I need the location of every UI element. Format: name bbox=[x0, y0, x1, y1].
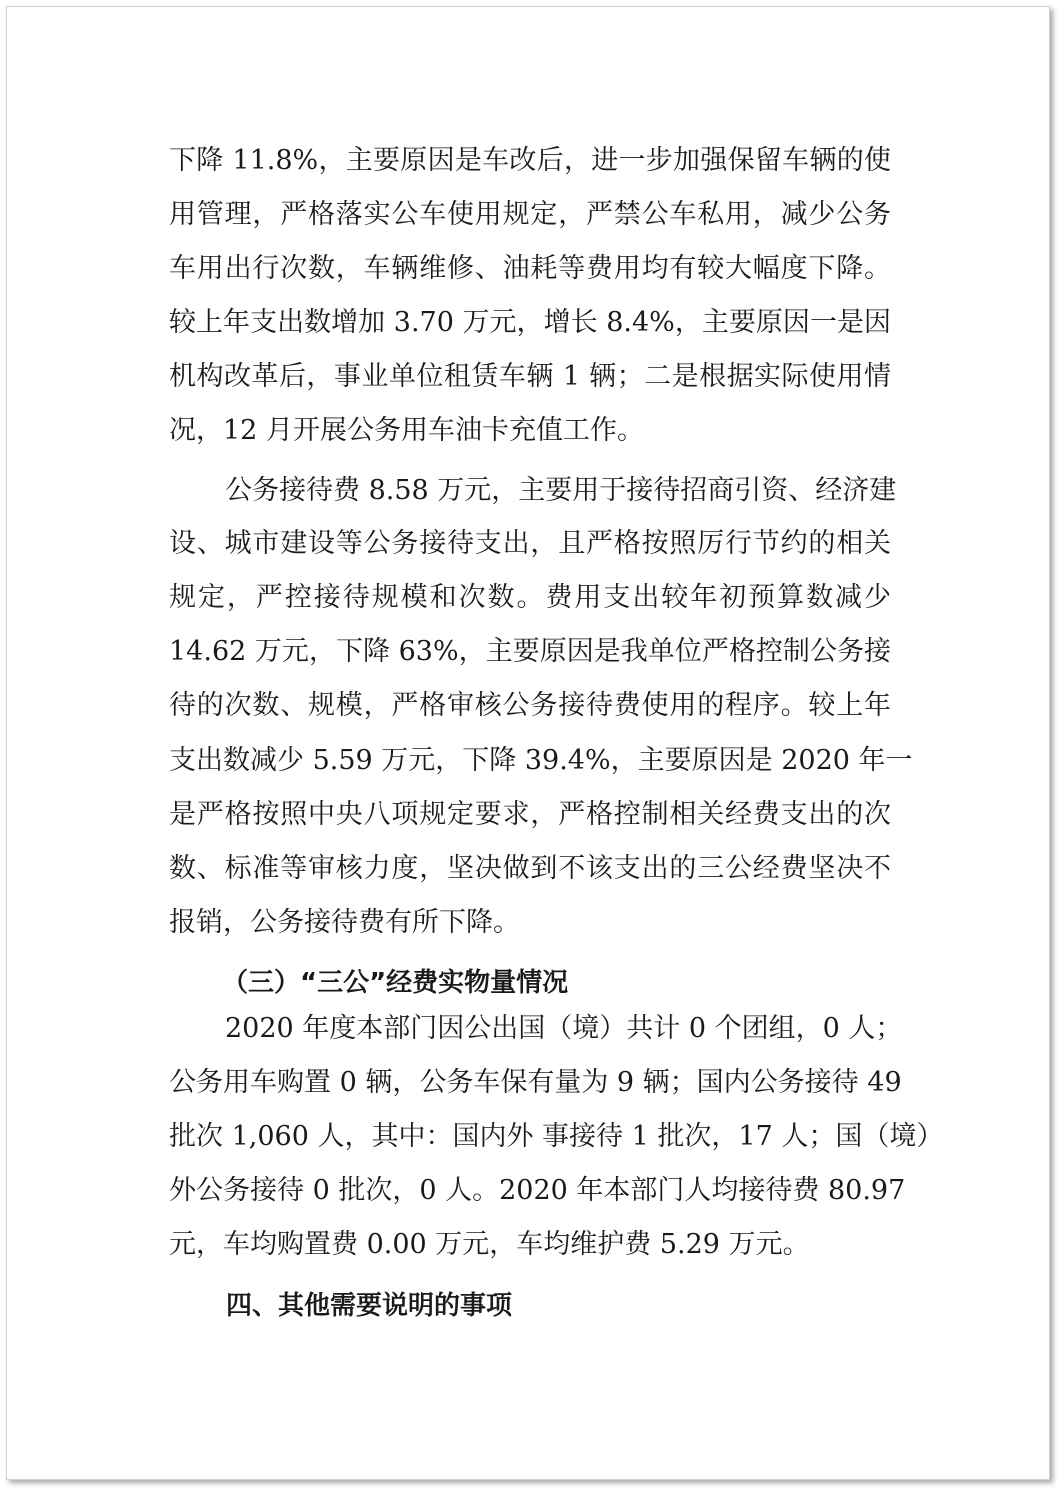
paragraph-line: 车用出行次数，车辆维修、油耗等费用均有较大幅度下降。 bbox=[169, 253, 891, 284]
paragraph-line: 设、城市建设等公务接待支出，且严格按照厉行节约的相关 bbox=[169, 528, 891, 559]
section-heading-3: （三）“三公”经费实物量情况 bbox=[222, 968, 569, 998]
paragraph-line: 14.62 万元，下降 63%，主要原因是我单位严格控制公务接 bbox=[169, 636, 891, 667]
section-heading-4: 四、其他需要说明的事项 bbox=[226, 1291, 513, 1321]
paragraph-line: 待的次数、规模，严格审核公务接待费使用的程序。较上年 bbox=[169, 690, 891, 721]
paragraph-line: 元，车均购置费 0.00 万元，车均维护费 5.29 万元。 bbox=[169, 1229, 810, 1260]
paragraph-line: 下降 11.8%，主要原因是车改后，进一步加强保留车辆的使 bbox=[169, 145, 891, 176]
paragraph-line: 2020 年度本部门因公出国（境）共计 0 个团组，0 人； bbox=[225, 1013, 903, 1044]
paragraph-line: 报销，公务接待费有所下降。 bbox=[169, 907, 520, 938]
paragraph-line: 批次 1,060 人，其中：国内外 事接待 1 批次，17 人；国（境） bbox=[169, 1121, 944, 1152]
paragraph-line: 数、标准等审核力度，坚决做到不该支出的三公经费坚决不 bbox=[169, 853, 891, 884]
paragraph-line: 规定，严控接待规模和次数。费用支出较年初预算数减少 bbox=[169, 582, 891, 613]
paragraph-line: 外公务接待 0 批次，0 人。2020 年本部门人均接待费 80.97 bbox=[169, 1175, 906, 1206]
paragraph-line: 用管理，严格落实公车使用规定，严禁公车私用，减少公务 bbox=[169, 199, 891, 230]
paragraph-line: 公务接待费 8.58 万元，主要用于接待招商引资、经济建 bbox=[225, 475, 897, 506]
paragraph-line: 机构改革后，事业单位租赁车辆 1 辆；二是根据实际使用情 bbox=[169, 361, 891, 392]
paragraph-line: 较上年支出数增加 3.70 万元，增长 8.4%，主要原因一是因 bbox=[169, 307, 891, 338]
paragraph-line: 况，12 月开展公务用车油卡充值工作。 bbox=[169, 415, 644, 446]
paragraph-line: 支出数减少 5.59 万元，下降 39.4%，主要原因是 2020 年一 bbox=[169, 745, 913, 776]
paragraph-line: 公务用车购置 0 辆，公务车保有量为 9 辆；国内公务接待 49 bbox=[169, 1067, 902, 1098]
paragraph-line: 是严格按照中央八项规定要求，严格控制相关经费支出的次 bbox=[169, 799, 891, 830]
